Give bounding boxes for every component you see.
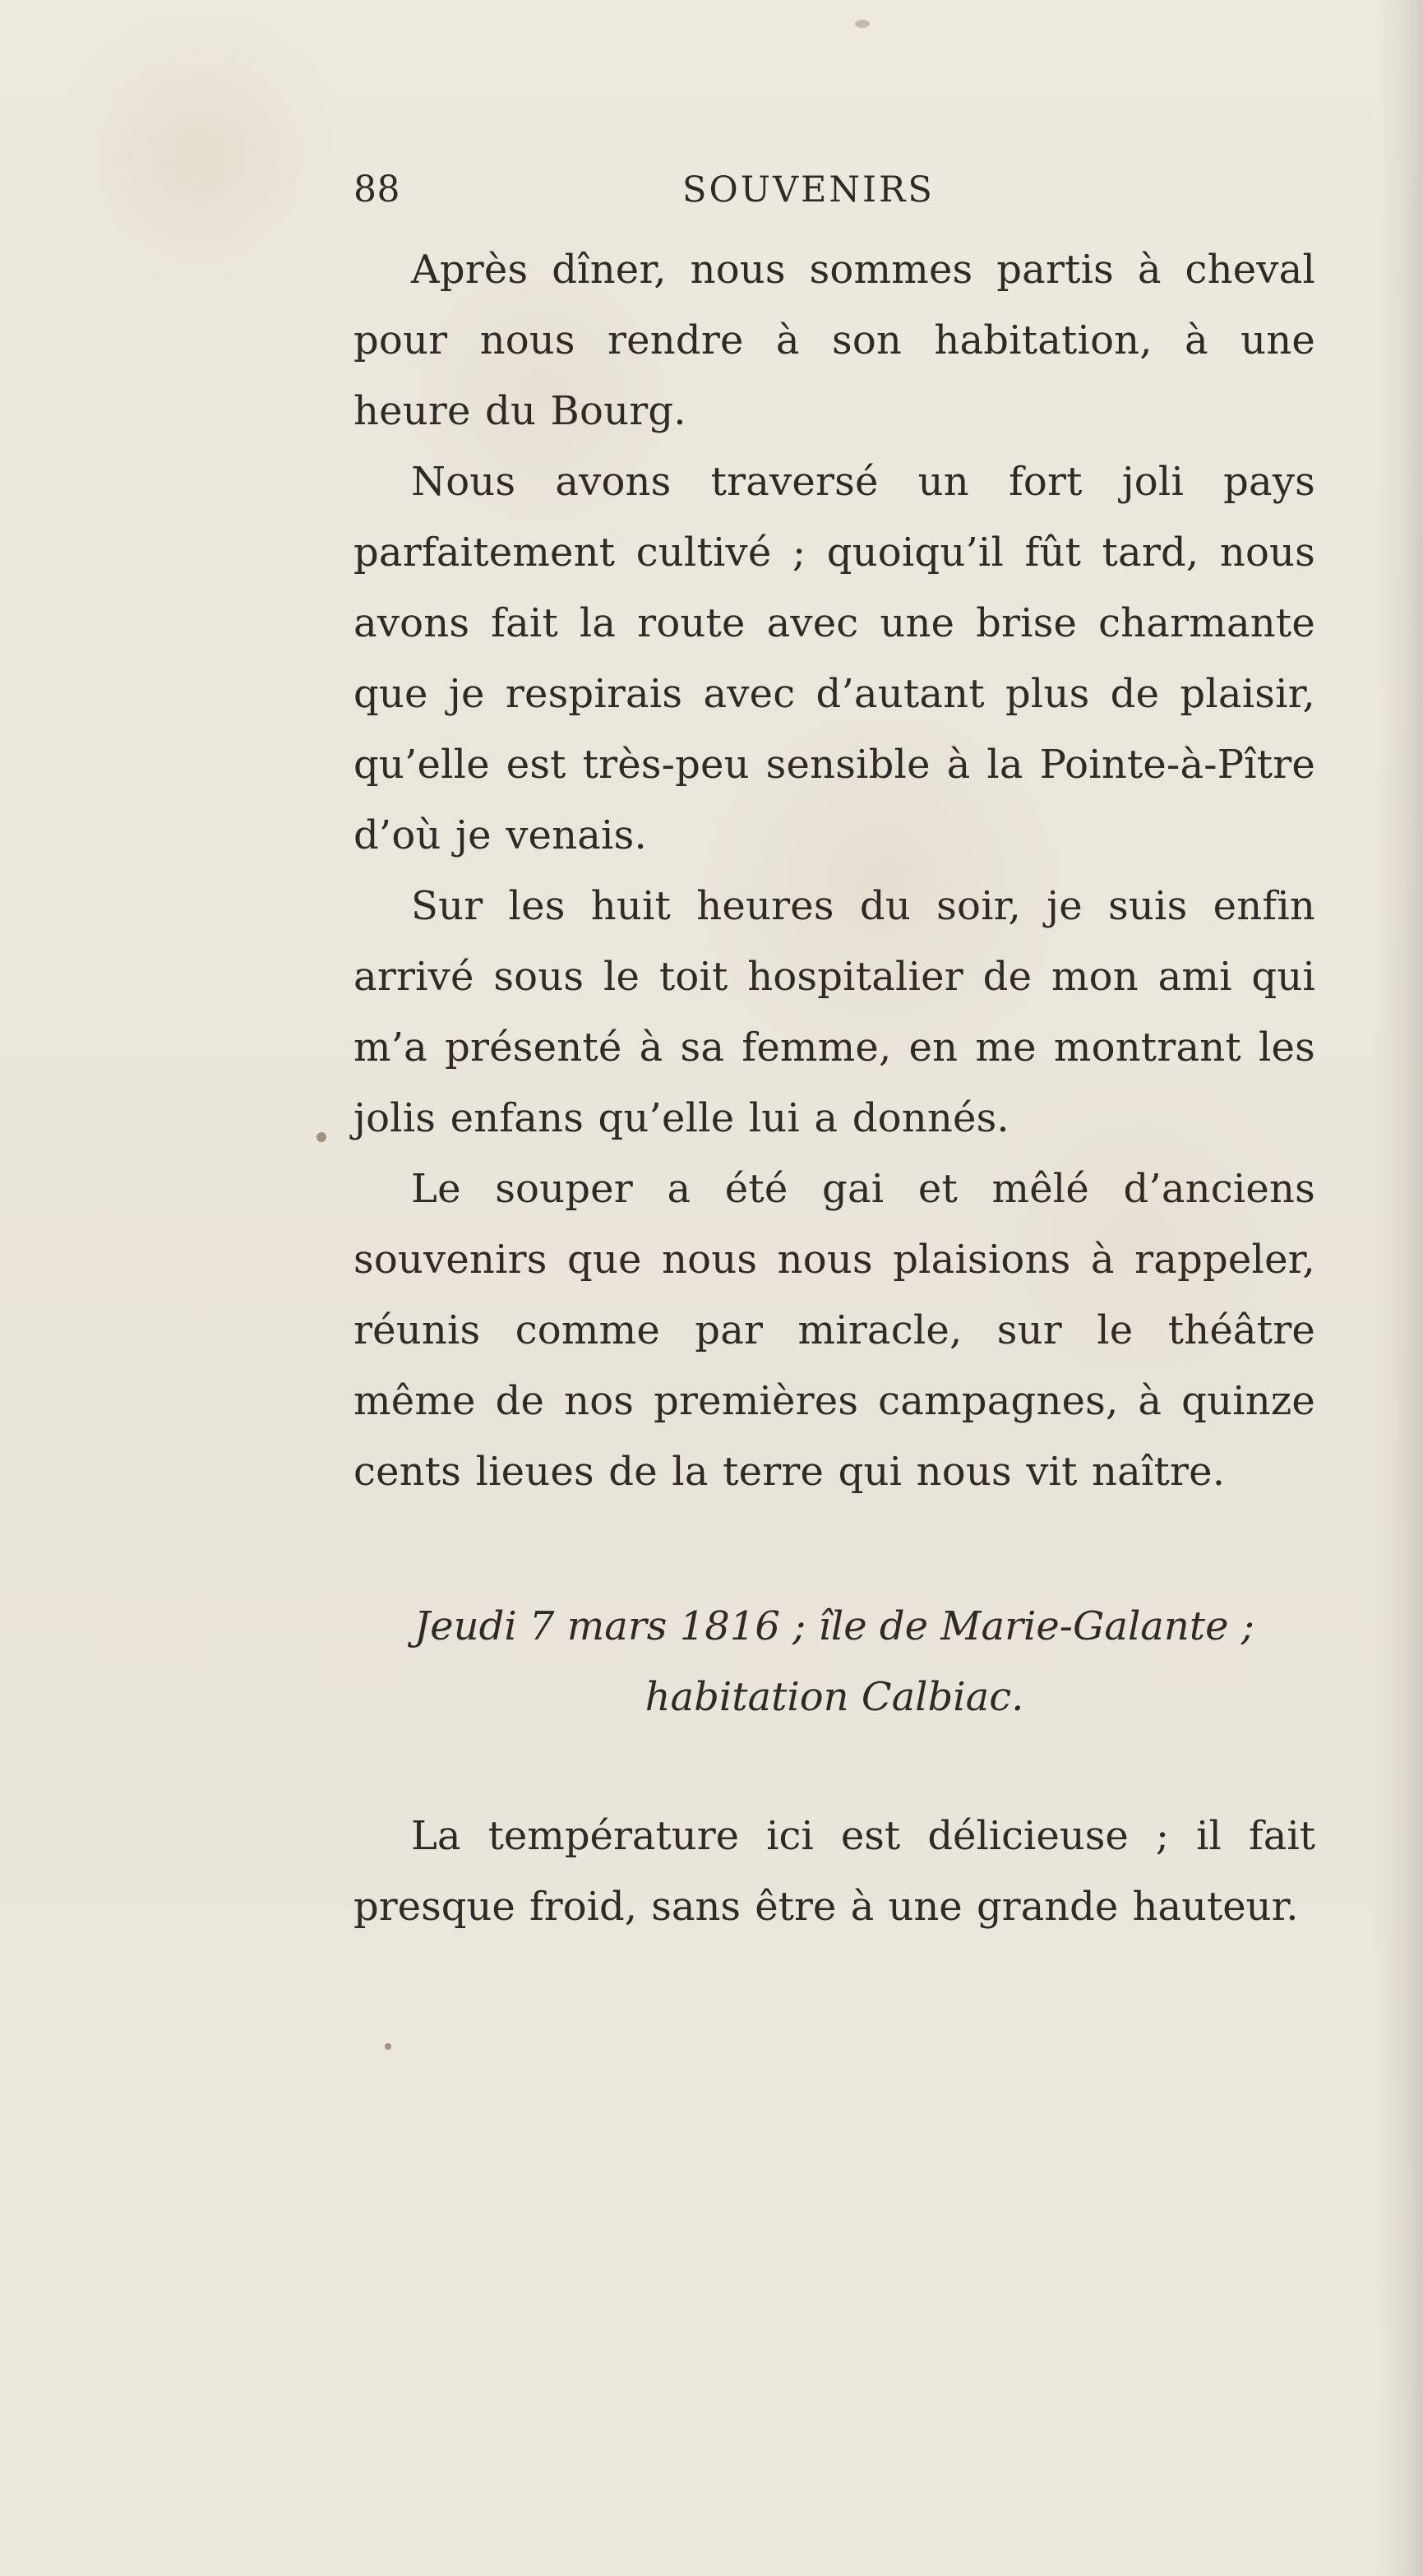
ink-spot-3: [855, 20, 870, 28]
page-header: [353, 161, 1134, 219]
paragraph-4: Le souper a été gai et mêlé d’anciens souvenirs que nous nous plaisions à rappeler, réunis comme par miracle, sur le théâtre même de nos premières campagnes, à quinze cents lieues de la terre qui nous vit naître.: [353, 1166, 1315, 1495]
main-text: [353, 234, 1315, 1507]
ink-spot-2: [385, 2043, 391, 2050]
running-title: SOUVENIRS: [682, 169, 935, 210]
paragraph-1: Après dîner, nous sommes partis à cheval pour nous rendre à son habitation, à une heure du Bourg.: [353, 247, 1315, 434]
diary-heading: [353, 1591, 1315, 1732]
closing-paragraph: La température ici est délicieuse ; il fait presque froid, sans être à une grande hauteur.: [353, 1813, 1315, 1930]
page-number: 88: [353, 169, 400, 210]
paragraph-2: Nous avons traversé un fort joli pays parfaitement cultivé ; quoiqu’il fût tard, nous avons fait la route avec une brise charmante que je respirais avec d’autant plus de plaisir, qu’elle est très-peu sensible à la Pointe-à-Pître d’où je venais.: [353, 459, 1315, 858]
diary-heading-line-1: Jeudi 7 mars 1816 ; île de Marie-Galante ;: [414, 1603, 1254, 1649]
paragraph-3: Sur les huit heures du soir, je suis enfin arrivé sous le toit hospitalier de mon ami qui m’a présenté à sa femme, en me montrant les jolis enfans qu’elle lui a donnés.: [353, 883, 1315, 1141]
closing-text: [353, 1801, 1315, 1942]
diary-heading-line-2: habitation Calbiac.: [645, 1674, 1024, 1720]
ink-spot-1: [316, 1132, 326, 1142]
page-edge-shadow: [1378, 0, 1423, 2576]
